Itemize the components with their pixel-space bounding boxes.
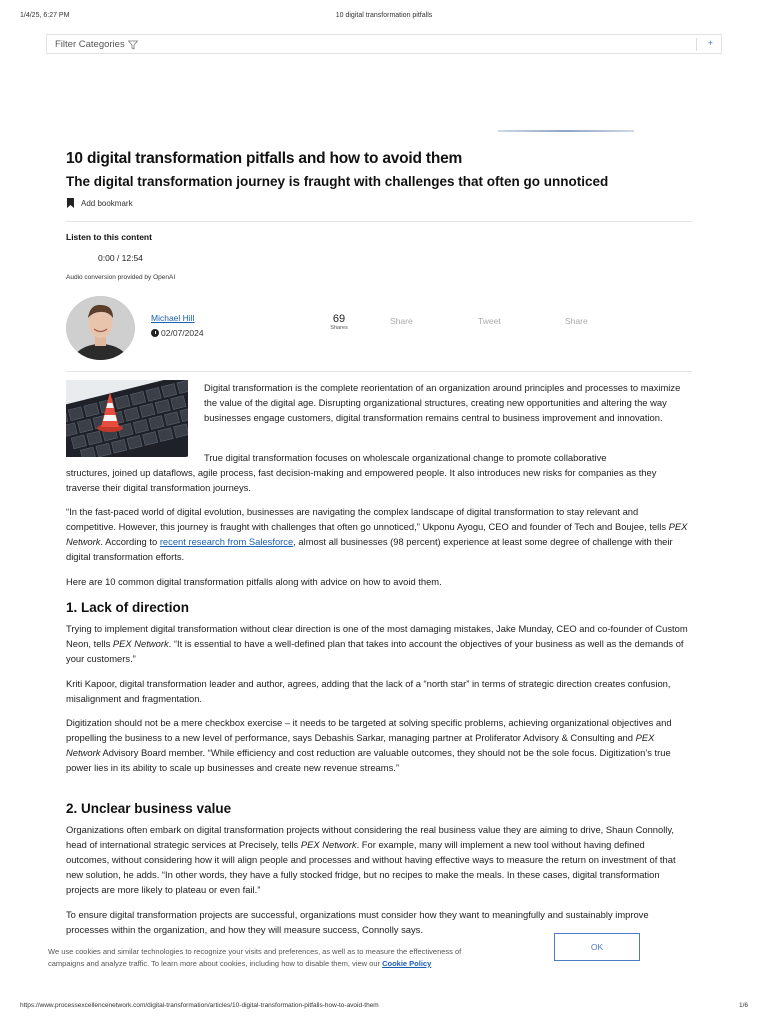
text-run: . “It is essential to have a well-defined plan that takes into account the objectives of your business as well as the demands of your customers.” [66,638,684,664]
clock-icon [151,329,159,337]
publish-date [151,328,204,338]
author-avatar [66,296,135,360]
ad-banner-strip [498,130,634,132]
text-run: , almost all businesses (98 percent) experience at least some degree of challenge with their digital transformation efforts. [66,536,673,562]
listen-label: Listen to this content [66,232,152,242]
article-subtitle: The digital transformation journey is fraught with challenges that often go unnoticed [66,174,609,189]
publication-name: PEX Network [66,521,688,547]
salesforce-research-link[interactable]: recent research from Salesforce [159,536,294,547]
article-paragraph: Here are 10 common digital transformation pitfalls along with advice on how to avoid them. [66,576,442,587]
article-paragraph [66,621,690,666]
share-button-2[interactable]: Share [565,316,588,326]
tweet-button[interactable]: Tweet [478,316,501,326]
filter-divider [696,38,697,51]
author-name-link[interactable]: Michael Hill [151,313,195,323]
article-paragraph: Kriti Kapoor, digital transformation leader and author, agrees, adding that the lack of a “north star” in terms of strategic direction creates confusion, misalignment and fragmentation. [66,678,671,704]
add-bookmark-label: Add bookmark [81,199,133,208]
text-run: Trying to implement digital transformation without clear direction is one of the most damaging mistakes, Jake Munday, CEO and co-founder of Custom Neon, tells [66,623,688,649]
cookie-message: We use cookies and similar technologies to recognize your visits and preferences, as well as to measure the effectiveness of campaigns and analyze traffic. To learn more about cookies, including how to disable them, view our [48,947,462,968]
audio-player-time[interactable]: 0:00 / 12:54 [98,253,143,263]
print-datetime: 1/4/25, 6:27 PM [20,12,70,19]
audio-credit: Audio conversion provided by OpenAI [66,274,176,281]
article-paragraph [66,504,690,564]
text-run: Organizations often embark on digital transformation projects without considering the real business value they are aiming to drive, Shaun Connolly, head of international strategic services at Precisely, tells [66,824,674,850]
publish-date-text: 02/07/2024 [161,328,204,338]
text-run: Advisory Board member. “While efficiency and cost reduction are valuable outcomes, they should not be the sole focus. Digitization’s true power lies in its ability to scale up businesses and create new revenue streams.” [66,747,671,773]
cookie-ok-button[interactable]: OK [554,933,640,961]
divider [66,371,692,372]
section-heading: 2. Unclear business value [66,801,232,816]
article-paragraph: True digital transformation focuses on wholescale organizational change to promote collaborative [204,452,607,463]
share-count-number: 69 [332,313,346,325]
text-run: . For example, many will implement a new tool without having defined outcomes, without considering how it will align people and processes and without having effective ways to measure the return on investment of that new solution, he adds. “In other words, they have a fully stocked fridge, but no recipes to make the meals. In these cases, digital transformation projects are more likely to plateau or even fail.” [66,839,676,895]
bookmark-icon [67,198,74,208]
filter-categories-bar[interactable] [46,34,722,54]
cookie-policy-link[interactable]: Cookie Policy [382,958,432,968]
share-count [326,313,352,331]
section-heading: 1. Lack of direction [66,600,190,615]
article-paragraph: To ensure digital transformation projects are successful, organizations must consider how they want to meaningfully and sustainably improve processes within the organization, and how they will measure success, Connolly says. [66,909,649,935]
divider [66,221,692,222]
print-header [20,12,748,22]
article-title: 10 digital transformation pitfalls and how to avoid them [66,150,463,167]
print-page-title: 10 digital transformation pitfalls [335,12,433,19]
text-run: . According to [100,536,160,547]
share-count-label: Shares [330,325,348,331]
article-paragraph [66,715,690,775]
article-paragraph [66,822,690,897]
funnel-icon [128,40,138,50]
print-url: https://www.processexcellencenetwork.com/digital-transformation/articles/10-digital-transformation-pitfalls-how-to-avoid-them [20,1002,379,1009]
publication-name: PEX Network [66,732,655,758]
publication-name: PEX Network [300,839,357,850]
cookie-text [48,946,498,969]
share-button[interactable]: Share [390,316,413,326]
expand-plus-icon[interactable]: + [707,38,713,48]
publication-name: PEX Network [112,638,169,649]
text-run: Digitization should not be a mere checkbox exercise – it needs to be targeted at solving specific problems, achieving organizational objectives and propelling the business to a new level of performance, says Debashis Sarkar, managing partner at Proliferator Advisory & Consulting and [66,717,672,743]
print-page-number: 1/6 [738,1002,748,1009]
article-paragraph: structures, joined up dataflows, agile process, fast decision-making and empowered people. It also introduces new risks for companies as they traverse their digital transformation journeys. [66,467,657,493]
cookie-banner [46,944,722,986]
filter-categories-label: Filter Categories [55,39,125,50]
article-hero-image [66,380,188,457]
text-run: “In the fast-paced world of digital evolution, businesses are navigating the complex landscape of digital transformation to stay relevant and competitive. However, this journey is fraught with challenges that often go unnoticed,” Ukponu Ayogu, CEO and founder of Tech and Boujee, tells [66,506,669,532]
article-paragraph: Digital transformation is the complete reorientation of an organization around principles and processes to maximize the value of the digital age. Disrupting organizational structures, creating new opportunities and altering the way businesses engage customers, digital transformation remains central to business improvement and innovation. [204,382,681,423]
